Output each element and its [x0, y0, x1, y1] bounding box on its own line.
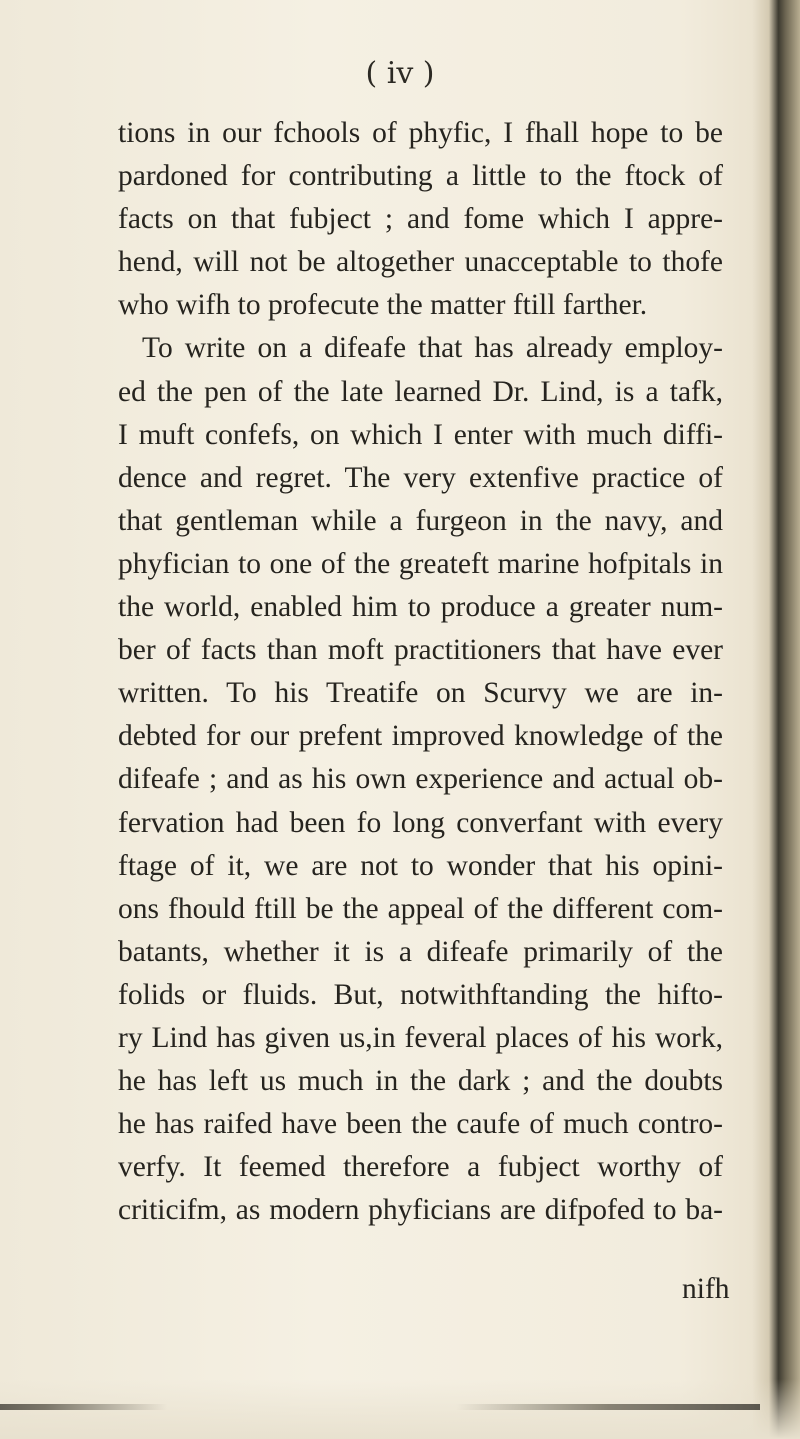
text-line: I muft confefs, on which I enter with much diffi- [118, 418, 723, 451]
text-line: written. To his Treatife on Scurvy we are in- [118, 677, 723, 710]
paragraph-start-line: To write on a difeafe that has already employ- [142, 332, 723, 365]
body-text [118, 112, 723, 1232]
text-line: batants, whether it is a difeafe primarily of the [118, 935, 723, 968]
text-line: ftage of it, we are not to wonder that his opini- [118, 849, 723, 882]
text-line: difeafe ; and as his own experience and actual ob- [118, 763, 723, 796]
text-line: tions in our fchools of phyfic, I fhall hope to be [118, 117, 723, 149]
text-line: debted for our prefent improved knowledge of the [118, 720, 723, 753]
page-number-header: ( iv ) [365, 56, 435, 91]
text-line: he has left us much in the dark ; and the doubts [118, 1065, 723, 1098]
text-line: who wifh to profecute the matter ftill farther. [118, 289, 648, 322]
text-line: facts on that fubject ; and fome which I appre- [118, 203, 723, 236]
text-line: hend, will not be altogether unacceptable to thofe [118, 246, 723, 279]
text-line: that gentleman while a furgeon in the navy, and [118, 504, 723, 537]
text-line: folids or fluids. But, notwithftanding the hifto- [118, 978, 723, 1011]
page-gutter-shadow [752, 0, 800, 1439]
text-line: ons fhould ftill be the appeal of the different com- [118, 892, 723, 925]
text-line: phyfician to one of the greateft marine hofpitals in [118, 547, 723, 580]
text-line: the world, enabled him to produce a greater num- [118, 591, 723, 624]
text-line: ber of facts than moft practitioners that have ever [118, 634, 723, 667]
text-line: dence and regret. The very extenfive practice of [118, 461, 723, 494]
text-line: ed the pen of the late learned Dr. Lind, is a tafk, [118, 375, 723, 408]
text-line: he has raifed have been the caufe of much contro- [118, 1108, 723, 1141]
page-bottom-edge [0, 1404, 760, 1410]
text-line: fervation had been fo long converfant with every [118, 806, 723, 839]
catchword: nifh [682, 1273, 730, 1305]
text-line: pardoned for contributing a little to the ftock of [118, 160, 723, 193]
text-line: verfy. It feemed therefore a fubject worthy of [118, 1151, 723, 1184]
text-line: ry Lind has given us,in feveral places of his work, [118, 1021, 723, 1054]
text-line: criticifm, as modern phyficians are difpofed to ba- [118, 1194, 723, 1227]
